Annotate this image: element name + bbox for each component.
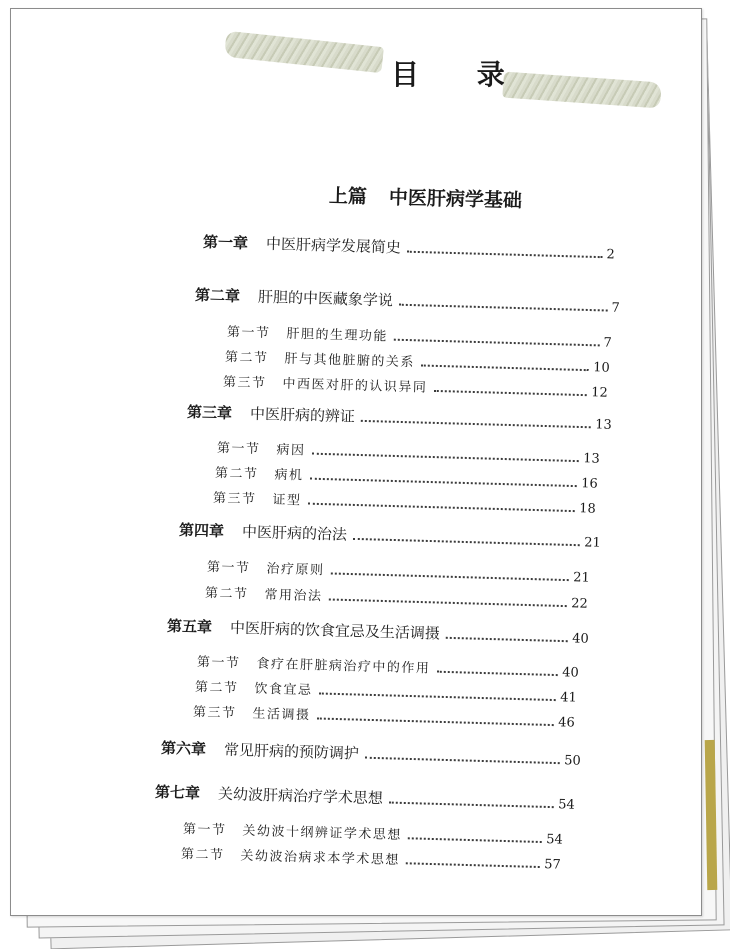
section-label: 第一节 <box>216 441 261 458</box>
chapter-label: 第二章 <box>194 286 241 306</box>
chapter-title: 中医肝病的饮食宜忌及生活调摄 <box>229 618 441 643</box>
chapter-title: 中医肝病学发展简史 <box>265 234 402 257</box>
dot-leader <box>408 837 542 843</box>
section-title: 关幼波治病求本学术思想 <box>240 848 401 869</box>
dot-leader <box>353 538 580 546</box>
dot-leader <box>361 420 591 428</box>
dot-leader <box>307 503 575 512</box>
section-label: 第二节 <box>224 350 269 367</box>
chapter-label: 第一章 <box>202 233 249 253</box>
section-title: 治疗原则 <box>266 561 325 579</box>
dot-leader <box>399 304 608 312</box>
dot-leader <box>309 478 577 487</box>
chapter-label: 第五章 <box>166 617 213 637</box>
dot-leader <box>446 637 568 642</box>
toc-section-row <box>217 437 600 467</box>
toc-section-row <box>205 582 588 612</box>
page-number: 50 <box>564 753 581 769</box>
chapter-title: 肝胆的中医藏象学说 <box>257 287 394 310</box>
dot-leader <box>436 671 558 676</box>
dot-leader <box>328 598 567 607</box>
toc-chapter-row <box>203 231 615 263</box>
section-label: 第二节 <box>204 586 249 603</box>
page-number: 7 <box>603 335 613 351</box>
toc-chapter-row <box>187 401 612 434</box>
page-number: 41 <box>560 690 578 706</box>
section-title: 病因 <box>276 442 306 459</box>
toc-section-row <box>181 843 561 873</box>
chapter-title: 中医肝病的治法 <box>241 522 348 544</box>
page-number: 18 <box>579 501 597 517</box>
section-title: 肝与其他脏腑的关系 <box>284 351 416 371</box>
section-label: 第二节 <box>214 466 259 483</box>
toc-chapter-row <box>195 284 620 317</box>
toc-section-row <box>223 371 608 401</box>
page-number: 22 <box>571 596 589 612</box>
part-label: 上篇 <box>328 185 368 208</box>
page-number: 40 <box>562 665 580 681</box>
page-number: 7 <box>611 300 620 316</box>
toc-page <box>10 8 702 916</box>
section-title: 肝胆的生理功能 <box>286 326 389 345</box>
dot-leader <box>330 572 569 581</box>
section-label: 第一节 <box>182 822 227 839</box>
toc-section-row <box>197 651 579 681</box>
section-label: 第三节 <box>212 491 257 508</box>
section-title: 食疗在肝脏病治疗中的作用 <box>256 656 431 677</box>
dot-leader <box>389 802 554 809</box>
chapter-label: 第六章 <box>160 739 207 759</box>
dot-leader <box>318 692 556 701</box>
toc-chapter-row <box>179 519 601 552</box>
dot-leader <box>421 364 589 371</box>
chapter-label: 第七章 <box>154 783 201 803</box>
page-number: 57 <box>544 857 562 873</box>
section-title: 关幼波十纲辨证学术思想 <box>242 823 403 844</box>
chapter-label: 第三章 <box>186 403 233 423</box>
page-number: 54 <box>546 832 564 848</box>
section-label: 第二节 <box>194 680 239 697</box>
section-label: 第一节 <box>226 325 271 342</box>
toc-section-row <box>183 818 563 848</box>
page-number: 10 <box>593 360 611 376</box>
toc-section-row <box>227 321 612 351</box>
section-title: 病机 <box>274 467 304 484</box>
dot-leader <box>407 251 603 258</box>
toc-chapter-row <box>161 737 581 770</box>
section-title: 饮食宜忌 <box>254 681 313 699</box>
section-label: 第二节 <box>180 847 225 864</box>
toc-section-row <box>225 346 610 376</box>
dot-leader <box>406 862 540 868</box>
dot-leader <box>365 757 560 764</box>
dot-leader <box>316 717 554 726</box>
page-number: 40 <box>572 631 589 647</box>
page-number: 54 <box>558 797 575 813</box>
page-number: 12 <box>591 385 609 401</box>
chapter-label: 第四章 <box>178 521 225 541</box>
page-number: 16 <box>581 476 599 492</box>
section-label: 第三节 <box>192 705 237 722</box>
toc-section-row <box>215 462 598 492</box>
page-number: 46 <box>558 715 576 731</box>
page-number: 21 <box>584 535 601 551</box>
dot-leader <box>433 390 587 396</box>
chapter-title: 关幼波肝病治疗学术思想 <box>217 784 384 808</box>
toc-section-row <box>213 487 596 517</box>
toc-section-row <box>193 701 575 731</box>
section-label: 第三节 <box>222 375 267 392</box>
toc-section-row <box>195 676 577 706</box>
page-number: 13 <box>595 417 612 433</box>
page-number: 2 <box>606 247 615 263</box>
section-title: 证型 <box>272 492 302 509</box>
chapter-title: 常见肝病的预防调护 <box>223 740 360 763</box>
section-title: 常用治法 <box>264 587 323 605</box>
dot-leader <box>394 339 600 347</box>
section-label: 第一节 <box>196 655 241 672</box>
page-title: 目 录 <box>391 58 529 91</box>
page-number: 21 <box>573 570 591 586</box>
toc-section-row <box>207 556 590 586</box>
toc-chapter-row <box>155 781 575 814</box>
part-name: 中医肝病学基础 <box>388 186 523 213</box>
section-label: 第一节 <box>206 560 251 577</box>
toc-list <box>11 9 701 915</box>
page-number: 13 <box>583 451 601 467</box>
dot-leader <box>311 453 579 462</box>
chapter-title: 中医肝病的辨证 <box>249 404 356 426</box>
section-title: 生活调摄 <box>252 706 311 724</box>
section-title: 中西医对肝的认识异同 <box>282 376 428 396</box>
toc-chapter-row <box>167 615 589 648</box>
